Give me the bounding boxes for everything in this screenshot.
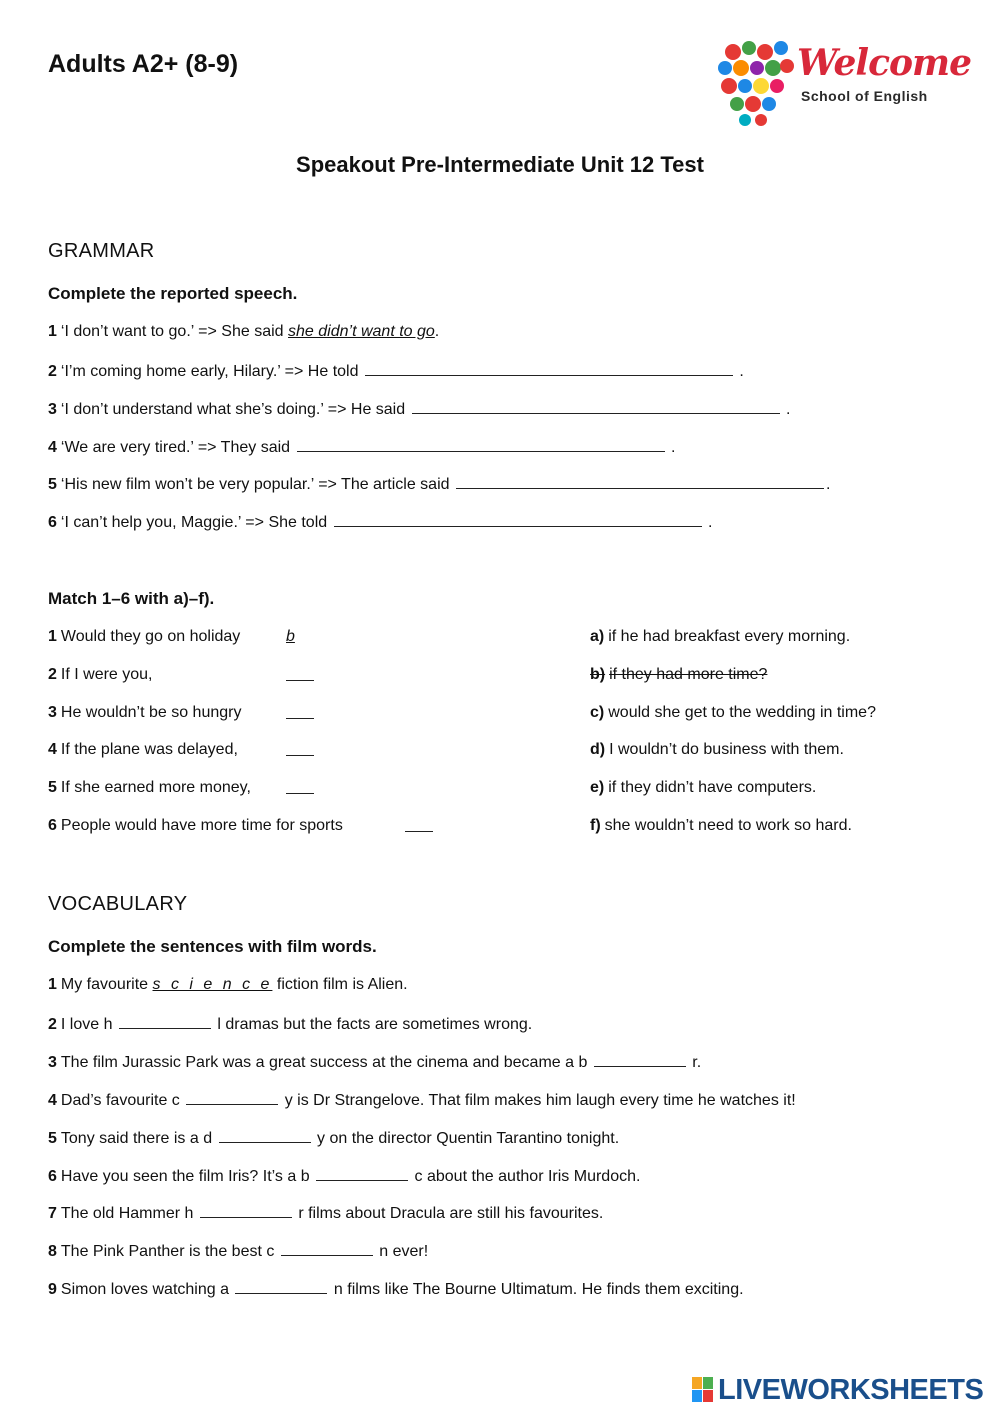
item-after: l dramas but the facts are sometimes wrong. [217,1016,533,1033]
match-left-text: If she earned more money, [60,779,251,796]
item-before: My favourite [60,976,149,993]
match-left-text: People would have more time for sports [60,817,343,834]
answer-blank[interactable] [297,437,665,452]
answer-blank[interactable] [365,361,733,376]
match-left-text: He wouldn’t be so hungry [60,704,242,721]
liveworksheets-wordmark: LIVEWORKSHEETS [718,1373,984,1406]
match-answer-blank[interactable] [286,666,314,686]
vocab-item [48,1052,701,1072]
liveworksheets-logo-icon [692,1377,714,1403]
match-left-item [48,817,343,835]
reported-item [48,323,439,341]
item-number: 7 [48,1205,57,1222]
item-after: y is Dr Strangelove. That film makes him laugh every time he watches it! [284,1092,796,1109]
item-number: 4 [48,1092,57,1109]
match-right-item [590,817,852,835]
match-right-item [590,628,850,646]
vocabulary-instruction: Complete the sentences with film words. [48,937,377,956]
item-after: r films about Dracula are still his favourites. [298,1205,604,1222]
item-after: c about the author Iris Murdoch. [414,1168,641,1185]
match-answer-blank[interactable] [286,704,314,724]
vocab-item [48,1014,532,1034]
item-letter: a) [590,628,605,645]
match-left-item [48,628,240,646]
item-number: 2 [48,666,57,683]
item-prompt: ‘His new film won’t be very popular.’ => The article said [60,476,450,493]
match-left-text: Would they go on holiday [60,628,241,645]
item-letter: f) [590,817,601,834]
item-prompt: ‘I don’t want to go.’ => She said [60,323,284,340]
reported-item [48,361,744,381]
vocab-item [48,1090,796,1110]
item-number: 4 [48,741,57,758]
item-after: n ever! [379,1243,429,1260]
item-number: 4 [48,439,57,456]
item-before: The Pink Panther is the best c [60,1243,275,1260]
answer-blank[interactable] [119,1014,211,1029]
item-number: 9 [48,1281,57,1298]
answer-blank[interactable] [594,1052,686,1067]
vocab-item [48,1166,640,1186]
item-number: 6 [48,1168,57,1185]
item-before: Dad’s favourite c [60,1092,180,1109]
item-number: 1 [48,976,57,993]
match-right-text: would she get to the wedding in time? [608,704,876,721]
item-before: Have you seen the film Iris? It’s a b [60,1168,310,1185]
item-before: The film Jurassic Park was a great success at the cinema and became a b [60,1054,588,1071]
match-left-item [48,741,238,759]
match-right-text: if he had breakfast every morning. [608,628,851,645]
grammar-heading: GRAMMAR [48,240,155,262]
item-before: I love h [60,1016,113,1033]
logo-wordmark: Welcome [797,42,972,84]
item-number: 6 [48,817,57,834]
answer-blank[interactable] [316,1166,408,1181]
vocab-item [48,1279,744,1299]
item-number: 3 [48,1054,57,1071]
item-after: y on the director Quentin Tarantino tonight. [317,1130,620,1147]
item-letter: d) [590,741,606,758]
match-example-answer: b [286,628,295,645]
answer-blank[interactable] [186,1090,278,1105]
item-number: 2 [48,1016,57,1033]
match-left-text: If the plane was delayed, [60,741,238,758]
item-prompt: ‘I can’t help you, Maggie.’ => She told [60,514,328,531]
item-after: r. [692,1054,702,1071]
match-answer-blank[interactable] [286,741,314,761]
vocab-item [48,1241,428,1261]
item-letter: b) [590,666,606,683]
item-letter: e) [590,779,605,796]
example-answer: she didn’t want to go [288,323,435,340]
item-end: . [434,323,440,340]
item-end: . [734,363,744,380]
answer-blank[interactable] [334,512,702,527]
match-instruction: Match 1–6 with a)–f). [48,589,215,608]
match-right-text: she wouldn’t need to work so hard. [604,817,852,834]
answer-blank[interactable] [456,474,824,489]
item-after: n films like The Bourne Ultimatum. He finds them exciting. [333,1281,744,1298]
item-number: 5 [48,476,57,493]
logo-subtitle: School of English [801,88,928,104]
item-prompt: ‘We are very tired.’ => They said [60,439,291,456]
item-end: . [666,439,676,456]
item-end: . [781,401,791,418]
answer-blank[interactable] [235,1279,327,1294]
answer-blank[interactable] [412,399,780,414]
item-prompt: ‘I don’t understand what she’s doing.’ => He said [60,401,406,418]
match-left-text: If I were you, [60,666,153,683]
match-left-item [48,779,251,797]
item-before: Simon loves watching a [60,1281,229,1298]
match-right-text: if they didn’t have computers. [608,779,817,796]
reported-item [48,437,675,457]
vocab-item [48,1128,619,1148]
item-after: fiction film is Alien. [276,976,408,993]
item-before: Tony said there is a d [60,1130,213,1147]
item-number: 1 [48,323,57,340]
course-title: Adults A2+ (8-9) [48,50,239,78]
match-right-text: if they had more time? [609,666,768,683]
reported-item [48,399,790,419]
vocab-item [48,976,408,994]
item-number: 5 [48,779,57,796]
item-prompt: ‘I’m coming home early, Hilary.’ => He told [60,363,359,380]
item-before: The old Hammer h [60,1205,194,1222]
match-answer-blank[interactable] [405,817,433,837]
logo-hearts-icon [715,38,805,128]
match-right-item-used [590,666,767,684]
school-logo [715,38,972,128]
example-answer: s c i e n c e [152,976,273,993]
answer-blank[interactable] [281,1241,373,1256]
match-right-item [590,741,844,759]
match-left-item [48,704,241,722]
test-title: Speakout Pre-Intermediate Unit 12 Test [296,152,704,177]
item-number: 6 [48,514,57,531]
reported-item [48,474,830,494]
vocabulary-heading: VOCABULARY [48,893,188,915]
answer-blank[interactable] [219,1128,311,1143]
match-right-text: I wouldn’t do business with them. [609,741,844,758]
item-number: 1 [48,628,57,645]
reported-item [48,512,713,532]
item-number: 3 [48,401,57,418]
item-end: . [703,514,713,531]
item-number: 5 [48,1130,57,1147]
reported-speech-instruction: Complete the reported speech. [48,284,298,303]
match-answer-blank[interactable] [286,779,314,799]
item-number: 2 [48,363,57,380]
item-letter: c) [590,704,605,721]
vocab-item [48,1203,603,1223]
item-number: 8 [48,1243,57,1260]
match-left-item [48,666,153,684]
item-end: . [825,476,831,493]
liveworksheets-brand [692,1374,983,1406]
item-number: 3 [48,704,57,721]
answer-blank[interactable] [200,1203,292,1218]
match-right-item [590,779,816,797]
match-right-item [590,704,876,722]
